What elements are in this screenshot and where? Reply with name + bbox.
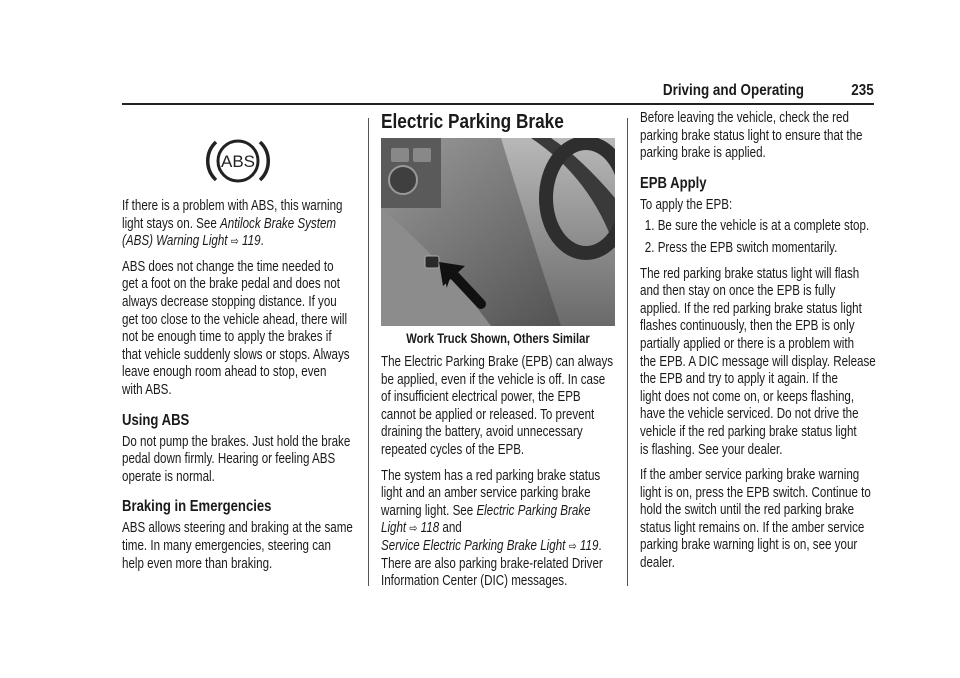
text-line: parking brake is applied. xyxy=(640,145,766,162)
abs-icon-label: ABS xyxy=(220,152,256,171)
column-divider-1 xyxy=(368,118,369,586)
text-line: Light ⇨ 118 and xyxy=(381,520,462,537)
text-line: Service Electric Parking Brake Light ⇨ 119. xyxy=(381,537,602,554)
text-line: always decrease stopping distance. If you xyxy=(122,293,337,310)
text-line: flashes continuously, then the EPB is only xyxy=(640,318,855,335)
text-line: There are also parking brake-related Driver xyxy=(381,555,603,572)
text-line: (ABS) Warning Light ⇨ 119. xyxy=(122,233,264,250)
list-item: 1. Be sure the vehicle is at a complete stop. xyxy=(644,218,870,235)
text-line: help even more than braking. xyxy=(122,555,273,572)
text-line: operate is normal. xyxy=(122,468,215,485)
epb-light-link[interactable]: Light xyxy=(381,520,407,537)
text-line: Information Center (DIC) messages. xyxy=(381,573,568,590)
heading-using-abs: Using ABS xyxy=(122,411,190,429)
text-line: Before leaving the vehicle, check the red xyxy=(640,110,849,126)
text-line: get too close to the vehicle ahead, there will xyxy=(122,311,348,328)
epb-switch-photo xyxy=(381,138,615,326)
text-line: If the amber service parking brake warning xyxy=(640,467,860,484)
abs-warning-icon xyxy=(206,136,270,186)
abs-icon-area xyxy=(122,110,354,190)
abs-warning-light-link[interactable]: (ABS) Warning Light xyxy=(122,233,228,250)
column-1 xyxy=(122,110,354,573)
text-line: that vehicle suddenly slows or stops. Always xyxy=(122,346,350,363)
epb-lights-paragraph xyxy=(381,468,615,591)
text-line: is flashing. See your dealer. xyxy=(640,441,783,458)
page-ref[interactable]: 119 xyxy=(242,233,261,250)
text-line: parking brake warning light is on, see your xyxy=(640,537,858,554)
section-title: Driving and Operating xyxy=(662,82,804,99)
list-item: 2. Press the EPB switch momentarily. xyxy=(644,239,838,256)
text-line: and then stay on once the EPB is fully xyxy=(640,283,836,300)
heading-electric-parking-brake: Electric Parking Brake xyxy=(381,110,564,133)
column-divider-2 xyxy=(627,118,628,586)
text-line: parking brake status light to ensure that the xyxy=(640,127,863,144)
braking-emergencies-paragraph xyxy=(122,520,354,573)
abs-problem-paragraph xyxy=(122,198,354,251)
text-line: dealer. xyxy=(640,555,675,572)
page-ref-icon: ⇨ xyxy=(568,538,577,553)
apply-steps-list xyxy=(640,218,874,257)
text-line: The system has a red parking brake status xyxy=(381,467,601,484)
abs-warning-light-link[interactable]: Antilock Brake System xyxy=(220,215,337,232)
text-line: pedal down firmly. Hearing or feeling ABS xyxy=(122,451,336,468)
text-line: the EPB. A DIC message will display. Release xyxy=(640,353,876,370)
text-line: partially applied or there is a problem with xyxy=(640,335,855,352)
page-ref[interactable]: 118 xyxy=(420,520,440,537)
text-line: have the vehicle serviced. Do not drive the xyxy=(640,406,859,423)
text-line: Do not pump the brakes. Just hold the brake xyxy=(122,433,351,450)
text-line: the EPB and try to apply it again. If the xyxy=(640,371,838,388)
column-3 xyxy=(640,110,874,573)
text-line: cannot be applied or released. To prevent xyxy=(381,406,595,423)
text-line: The Electric Parking Brake (EPB) can always xyxy=(381,354,614,370)
text-line: ABS does not change the time needed to xyxy=(122,258,334,275)
text-line: light does not come on, or keeps flashing, xyxy=(640,388,855,405)
service-epb-light-link[interactable]: Service Electric Parking Brake Light xyxy=(381,537,566,554)
status-light-paragraph xyxy=(640,266,874,460)
page-ref-icon: ⇨ xyxy=(230,234,239,249)
column-2 xyxy=(381,110,615,591)
text-line: If there is a problem with ABS, this warning xyxy=(122,198,343,214)
before-leaving-paragraph xyxy=(640,110,874,163)
text-line: vehicle if the red parking brake status light xyxy=(640,423,857,440)
text-line: applied. If the red parking brake status light xyxy=(640,300,862,317)
dashboard-illustration xyxy=(381,138,615,326)
heading-braking-emergencies: Braking in Emergencies xyxy=(122,498,272,516)
text-line: light is on, press the EPB switch. Continue to xyxy=(640,484,871,501)
text-line: of insufficient electrical power, the EPB xyxy=(381,389,581,406)
epb-intro-paragraph xyxy=(381,354,615,460)
photo-caption: Work Truck Shown, Others Similar xyxy=(406,330,590,346)
text-line: draining the battery, avoid unnecessary xyxy=(381,424,583,441)
text-line: repeated cycles of the EPB. xyxy=(381,441,525,458)
using-abs-paragraph xyxy=(122,434,354,487)
text-line: with ABS. xyxy=(122,381,172,398)
page-ref-icon: ⇨ xyxy=(409,521,418,536)
text-line: light and an amber service parking brake xyxy=(381,485,591,502)
text-line: get a foot on the brake pedal and does not xyxy=(122,276,340,293)
text-line: not be enough time to apply the brakes if xyxy=(122,329,332,346)
header-rule xyxy=(122,103,874,105)
text-line: light stays on. See Antilock Brake System xyxy=(122,215,337,232)
text-line: The red parking brake status light will flash xyxy=(640,265,860,282)
abs-info-paragraph xyxy=(122,259,354,400)
text-line: hold the switch until the red parking brake xyxy=(640,502,855,519)
apply-intro: To apply the EPB: xyxy=(640,196,733,213)
amber-light-paragraph xyxy=(640,467,874,573)
text-line: status light remains on. If the amber service xyxy=(640,519,865,536)
page-number: 235 xyxy=(851,82,874,99)
text-line: ABS allows steering and braking at the same xyxy=(122,520,353,537)
epb-light-link[interactable]: Electric Parking Brake xyxy=(476,502,591,519)
text-line: warning light. See Electric Parking Brake xyxy=(381,502,591,519)
page-ref[interactable]: 119 xyxy=(579,537,599,554)
text-line: leave enough room ahead to stop, even xyxy=(122,364,327,381)
heading-epb-apply: EPB Apply xyxy=(640,174,707,192)
text-line: time. In many emergencies, steering can xyxy=(122,537,331,554)
text-line: be applied, even if the vehicle is off. In case xyxy=(381,371,606,388)
